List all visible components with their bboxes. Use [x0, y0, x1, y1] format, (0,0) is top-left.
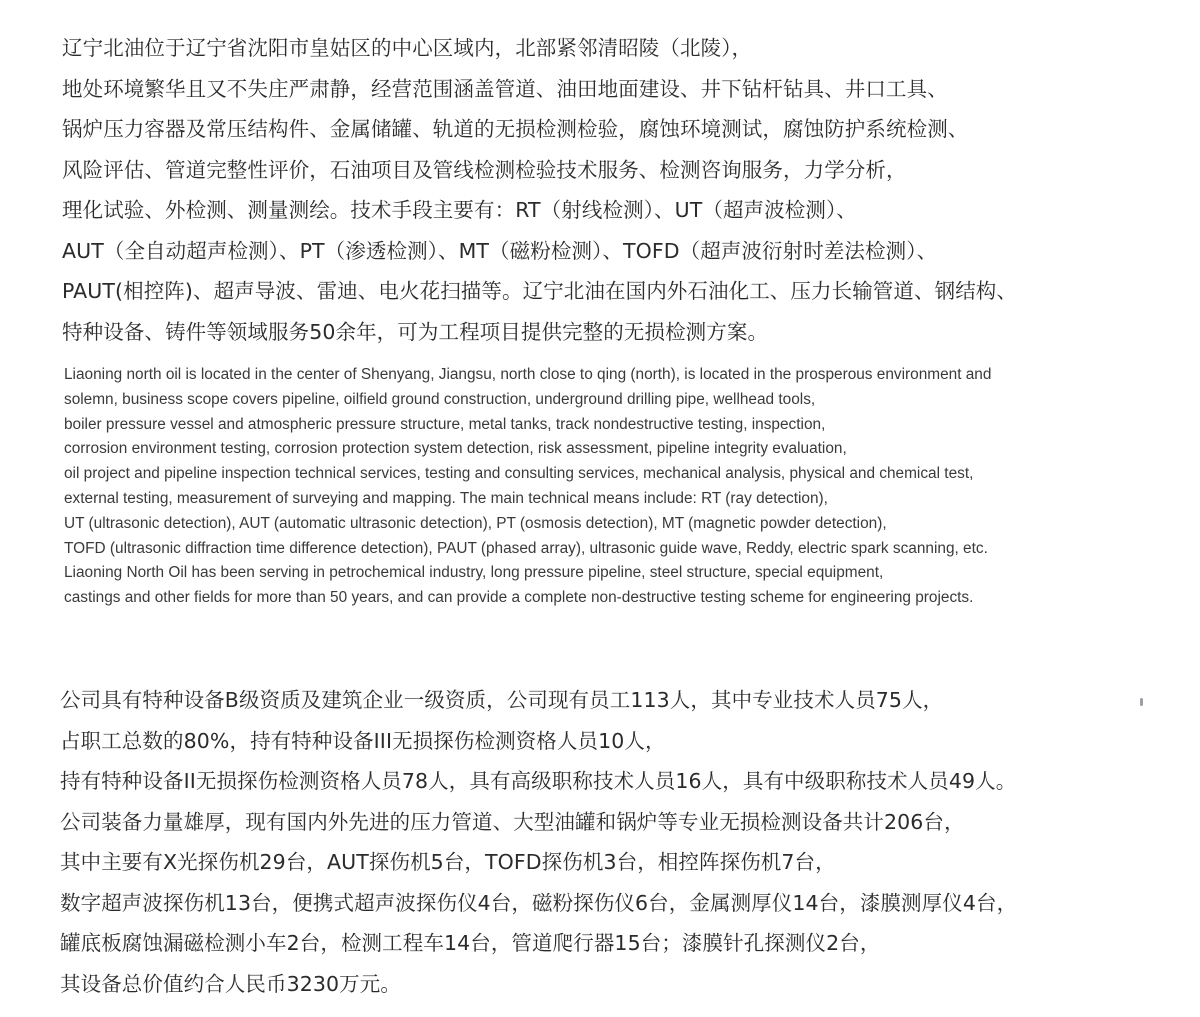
text-line: TOFD (ultrasonic diffraction time difference detection), PAUT (phased array), ultrasonic guide wave, Reddy, electric spark scanning, etc.: [64, 539, 988, 557]
intro-paragraph-english: [64, 363, 1144, 611]
text-line: Liaoning north oil is located in the center of Shenyang, Jiangsu, north close to qing (north), is located in the prosperous environment and: [64, 366, 992, 383]
text-line: 特种设备、铸件等领域服务50余年，可为工程项目提供完整的无损检测方案。: [62, 319, 769, 344]
text-line: PAUT(相控阵)、超声导波、雷迪、电火花扫描等。辽宁北油在国内外石油化工、压力长输管道、钢结构、: [62, 279, 1017, 303]
text-line: 公司具有特种设备B级资质及建筑企业一级资质，公司现有员工113人，其中专业技术人员75人，: [60, 688, 944, 712]
text-line: 持有特种设备II无损探伤检测资格人员78人，具有高级职称技术人员16人，具有中级职称技术人员49人。: [60, 769, 1017, 793]
text-line: external testing, measurement of surveying and mapping. The main technical means include: RT (ray detection),: [64, 489, 828, 507]
text-line: 理化试验、外检测、测量测绘。技术手段主要有：RT（射线检测）、UT（超声波检测）、: [62, 198, 857, 222]
text-line: oil project and pipeline inspection technical services, testing and consulting services, mechanical analysis, physical and chemical test,: [64, 465, 974, 483]
text-line: 锅炉压力容器及常压结构件、金属储罐、轨道的无损检测检验，腐蚀环境测试，腐蚀防护系统检测、: [62, 117, 969, 141]
intro-paragraph-chinese: [62, 28, 1172, 352]
text-line: Liaoning North Oil has been serving in petrochemical industry, long pressure pipeline, steel structure, special equipment,: [64, 564, 884, 582]
text-line: solemn, business scope covers pipeline, oilfield ground construction, underground drilling pipe, wellhead tools,: [64, 390, 816, 408]
text-line: AUT（全自动超声检测）、PT（渗透检测）、MT（磁粉检测）、TOFD（超声波衍射时差法检测）、: [62, 238, 938, 263]
text-line: 占职工总数的80%，持有特种设备III无损探伤检测资格人员10人，: [60, 728, 666, 753]
text-line: boiler pressure vessel and atmospheric pressure structure, metal tanks, track nondestructive testing, inspection,: [64, 415, 826, 433]
text-line: 数字超声波探伤机13台，便携式超声波探伤仪4台，磁粉探伤仪6台，金属测厚仪14台，漆膜测厚仪4台，: [60, 890, 1018, 915]
text-line: 罐底板腐蚀漏磁检测小车2台，检测工程车14台，管道爬行器15台；漆膜针孔探测仪2台，: [60, 931, 881, 955]
text-line: castings and other fields for more than 50 years, and can provide a complete non-destructive testing scheme for engineering projects.: [64, 589, 974, 607]
text-line: 其中主要有X光探伤机29台，AUT探伤机5台，TOFD探伤机3台，相控阵探伤机7台，: [60, 850, 836, 874]
text-line: 公司装备力量雄厚，现有国内外先进的压力管道、大型油罐和锅炉等专业无损检测设备共计206台，: [60, 809, 965, 834]
text-line: 地处环境繁华且又不失庄严肃静，经营范围涵盖管道、油田地面建设、井下钻杆钻具、井口工具、: [62, 76, 948, 101]
text-line: corrosion environment testing, corrosion protection system detection, risk assessment, pipeline integrity evaluation,: [64, 440, 847, 458]
text-line: 辽宁北油位于辽宁省沈阳市皇姑区的中心区域内，北部紧邻清昭陵（北陵），: [62, 36, 753, 60]
text-line: 风险评估、管道完整性评价，石油项目及管线检测检验技术服务、检测咨询服务，力学分析，: [62, 157, 907, 182]
text-line: 其设备总价值约合人民币3230万元。: [60, 971, 401, 996]
text-line: UT (ultrasonic detection), AUT (automatic ultrasonic detection), PT (osmosis detection), MT (magnetic powder detection),: [64, 514, 887, 532]
edge-mark: [1140, 698, 1143, 706]
company-qualifications-paragraph: [60, 680, 1170, 1004]
